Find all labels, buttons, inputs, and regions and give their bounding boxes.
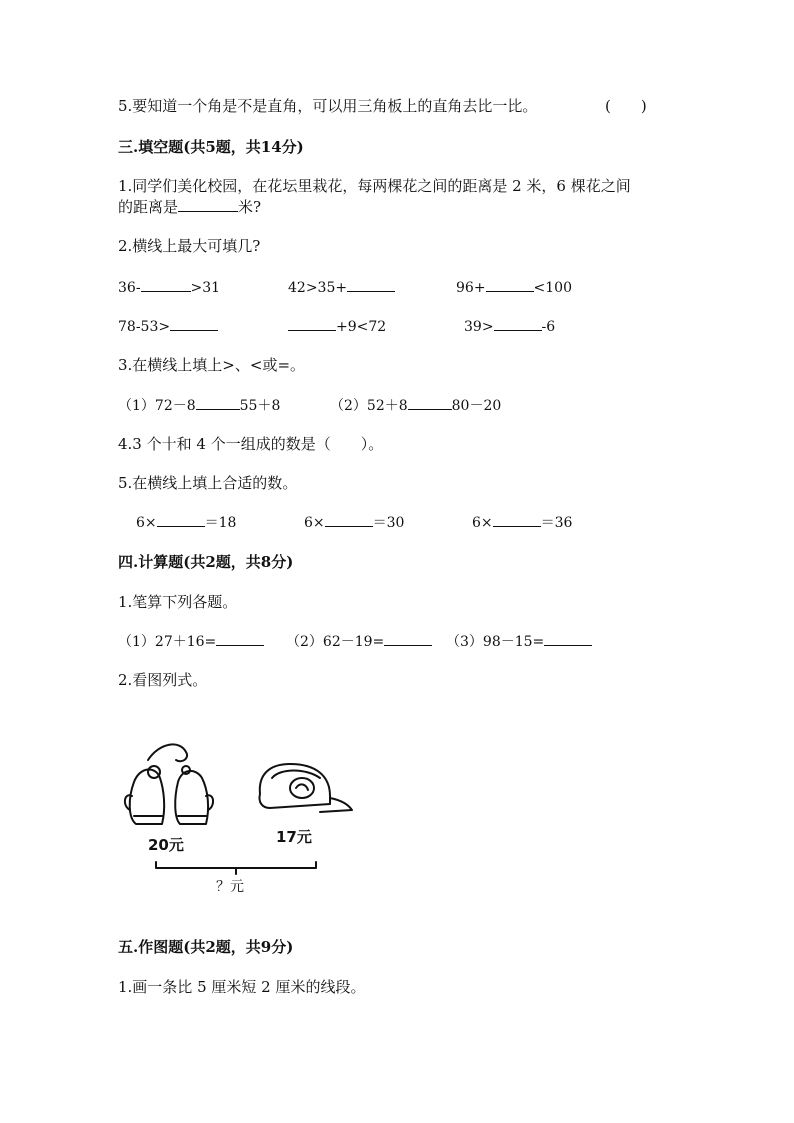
answer-blank[interactable]: [544, 631, 592, 646]
s3-question-3-title: 3.在横线上填上>、<或=。: [118, 356, 306, 374]
question-text: 5.要知道一个角是不是直角，可以用三角板上的直角去比一比。: [118, 97, 538, 115]
s3q2-r2-item2: +9<72: [288, 316, 386, 337]
answer-blank[interactable]: [325, 512, 373, 527]
answer-blank[interactable]: [141, 277, 191, 292]
answer-blank[interactable]: [157, 512, 205, 527]
answer-blank[interactable]: [170, 316, 218, 331]
answer-blank[interactable]: [216, 631, 264, 646]
answer-blank[interactable]: [408, 395, 452, 410]
s4q1-item1: （1）27＋16=: [118, 631, 264, 652]
s3q2-r1-item2: 42>35+: [288, 277, 395, 298]
section-heading-fill-blank: 三.填空题(共5题，共14分): [118, 138, 304, 156]
mitten-price-label: 20元: [148, 836, 184, 854]
s3q2-r2-item1: 78-53>: [118, 316, 218, 337]
answer-blank[interactable]: [486, 277, 534, 292]
total-price-label: ？元: [216, 879, 244, 895]
s3-question-5-title: 5.在横线上填上合适的数。: [118, 474, 298, 492]
s3q2-r2-item3: 39> -6: [464, 316, 555, 337]
answer-blank[interactable]: [178, 197, 238, 212]
s3-question-2-title: 2.横线上最大可填几?: [118, 237, 261, 255]
s3q2-r1-item1: 36- >31: [118, 277, 220, 298]
answer-blank[interactable]: [494, 316, 542, 331]
s3q5-item2: 6× ＝30: [304, 512, 404, 533]
s3-question-1-line1: 1.同学们美化校园，在花坛里栽花，每两棵花之间的距离是 2 米，6 棵花之间: [118, 177, 631, 195]
question-5-tf: [118, 96, 537, 116]
s3q5-item1: 6× ＝18: [136, 512, 236, 533]
section-heading-drawing: 五.作图题(共2题，共9分): [118, 938, 294, 956]
answer-blank[interactable]: [384, 631, 432, 646]
s3q5-item3: 6× ＝36: [472, 512, 572, 533]
s3-question-1-line2: 的距离是 米?: [118, 198, 262, 216]
s3q2-r1-item3: 96+ <100: [456, 277, 572, 298]
section-heading-calculation: 四.计算题(共2题，共8分): [118, 553, 294, 571]
answer-blank[interactable]: [493, 512, 541, 527]
s5-question-1: 1.画一条比 5 厘米短 2 厘米的线段。: [118, 978, 366, 996]
mittens-and-cap-illustration: [120, 738, 360, 878]
cap-price-label: 17元: [276, 828, 312, 846]
s3-question-4: 4.3 个十和 4 个一组成的数是（ ）。: [118, 435, 384, 453]
s4q1-item3: （3）98－15=: [446, 631, 592, 652]
answer-paren[interactable]: ( ): [605, 97, 647, 115]
mitten-string: [148, 744, 187, 761]
s4-question-2-title: 2.看图列式。: [118, 671, 208, 689]
answer-blank[interactable]: [196, 395, 240, 410]
answer-blank[interactable]: [288, 316, 336, 331]
s4-question-1-title: 1.笔算下列各题。: [118, 593, 238, 611]
s4q1-item2: （2）62－19=: [286, 631, 432, 652]
answer-blank[interactable]: [347, 277, 395, 292]
s3q3-part-2: （2）52＋8 80－20: [330, 395, 501, 416]
s3q3-part-1: （1）72－8 55＋8: [118, 395, 280, 416]
